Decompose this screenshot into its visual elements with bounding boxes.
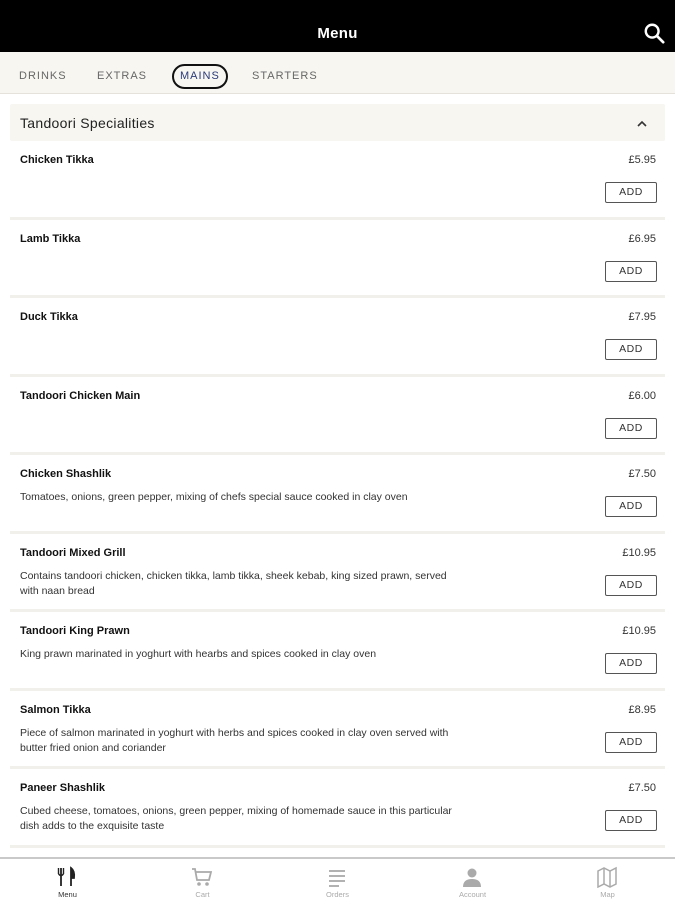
nav-account[interactable] (405, 861, 540, 902)
chevron-up-icon[interactable] (637, 120, 647, 127)
add-button[interactable]: ADD (605, 261, 657, 282)
menu-item[interactable] (10, 377, 665, 456)
item-name: Salmon Tikka (20, 703, 91, 716)
add-button[interactable]: ADD (605, 575, 657, 596)
menu-list (10, 104, 665, 856)
tab-mains[interactable]: MAINS (172, 64, 228, 89)
item-price: £10.95 (622, 625, 656, 637)
item-name: Chicken Tikka (20, 154, 94, 166)
item-price: £7.50 (628, 782, 656, 794)
add-button[interactable]: ADD (605, 418, 657, 439)
item-description: Tomatoes, onions, green pepper, mixing of chefs special sauce cooked in clay oven (20, 491, 408, 503)
nav-cart[interactable] (135, 861, 270, 902)
item-price: £7.50 (628, 468, 656, 480)
nav-menu[interactable] (0, 861, 135, 902)
item-name: Duck Tikka (20, 311, 78, 323)
person-icon (461, 866, 483, 888)
item-name: Lamb Tikka (20, 232, 81, 245)
nav-label-map: Map (600, 890, 615, 899)
add-button[interactable]: ADD (605, 339, 657, 360)
page-title: Menu (317, 25, 358, 42)
cart-icon (191, 866, 213, 888)
item-description: Contains tandoori chicken, chicken tikka, lamb tikka, sheek kebab, king sized prawn, served with naan bread (20, 569, 447, 597)
add-button[interactable]: ADD (605, 496, 657, 517)
tab-starters[interactable]: STARTERS (252, 70, 318, 82)
nav-label-account: Account (458, 890, 487, 899)
item-name: Chicken Shashlik (20, 468, 112, 480)
item-price: £6.00 (628, 389, 656, 402)
list-icon (326, 866, 348, 888)
menu-item[interactable] (10, 534, 665, 613)
item-name: Tandoori Chicken Main (20, 389, 141, 402)
category-tabs (0, 52, 675, 94)
nav-label-orders: Orders (326, 890, 349, 899)
item-price: £5.95 (628, 154, 656, 166)
menu-item[interactable] (10, 455, 665, 534)
nav-orders[interactable] (270, 861, 405, 902)
menu-item[interactable] (10, 769, 665, 848)
add-button[interactable]: ADD (605, 732, 657, 753)
item-description: Piece of salmon marinated in yoghurt with herbs and spices cooked in clay oven served with butter fried onion and coriander (20, 726, 449, 754)
menu-item[interactable] (10, 612, 665, 691)
map-icon (596, 866, 618, 888)
item-price: £7.95 (628, 311, 656, 323)
item-name: Tandoori King Prawn (20, 625, 130, 637)
tab-drinks[interactable]: DRINKS (19, 70, 67, 82)
menu-item[interactable] (10, 691, 665, 770)
menu-item[interactable] (10, 298, 665, 377)
nav-label-menu: Menu (58, 890, 77, 899)
search-icon[interactable] (643, 22, 665, 44)
item-price: £8.95 (628, 703, 656, 716)
item-description: King prawn marinated in yoghurt with hearbs and spices cooked in clay oven (20, 648, 377, 660)
bottom-nav (0, 857, 675, 900)
top-bar (0, 0, 675, 52)
add-button[interactable]: ADD (605, 653, 657, 674)
section-header[interactable] (10, 104, 665, 141)
add-button[interactable]: ADD (605, 810, 657, 831)
tab-extras[interactable]: EXTRAS (97, 70, 148, 82)
section-title: Tandoori Specialities (20, 115, 155, 131)
item-name: Paneer Shashlik (20, 782, 105, 794)
item-description: Cubed cheese, tomatoes, onions, green pepper, mixing of homemade sauce in this particular dish adds to the exquisite taste (20, 805, 452, 832)
item-name: Tandoori Mixed Grill (20, 546, 126, 559)
item-price: £6.95 (628, 232, 656, 245)
item-price: £10.95 (622, 546, 656, 559)
cutlery-icon (56, 866, 78, 888)
add-button[interactable]: ADD (605, 182, 657, 203)
menu-item[interactable] (10, 220, 665, 299)
menu-item[interactable] (10, 141, 665, 220)
nav-map[interactable] (540, 861, 675, 902)
nav-label-cart: Cart (195, 890, 210, 899)
